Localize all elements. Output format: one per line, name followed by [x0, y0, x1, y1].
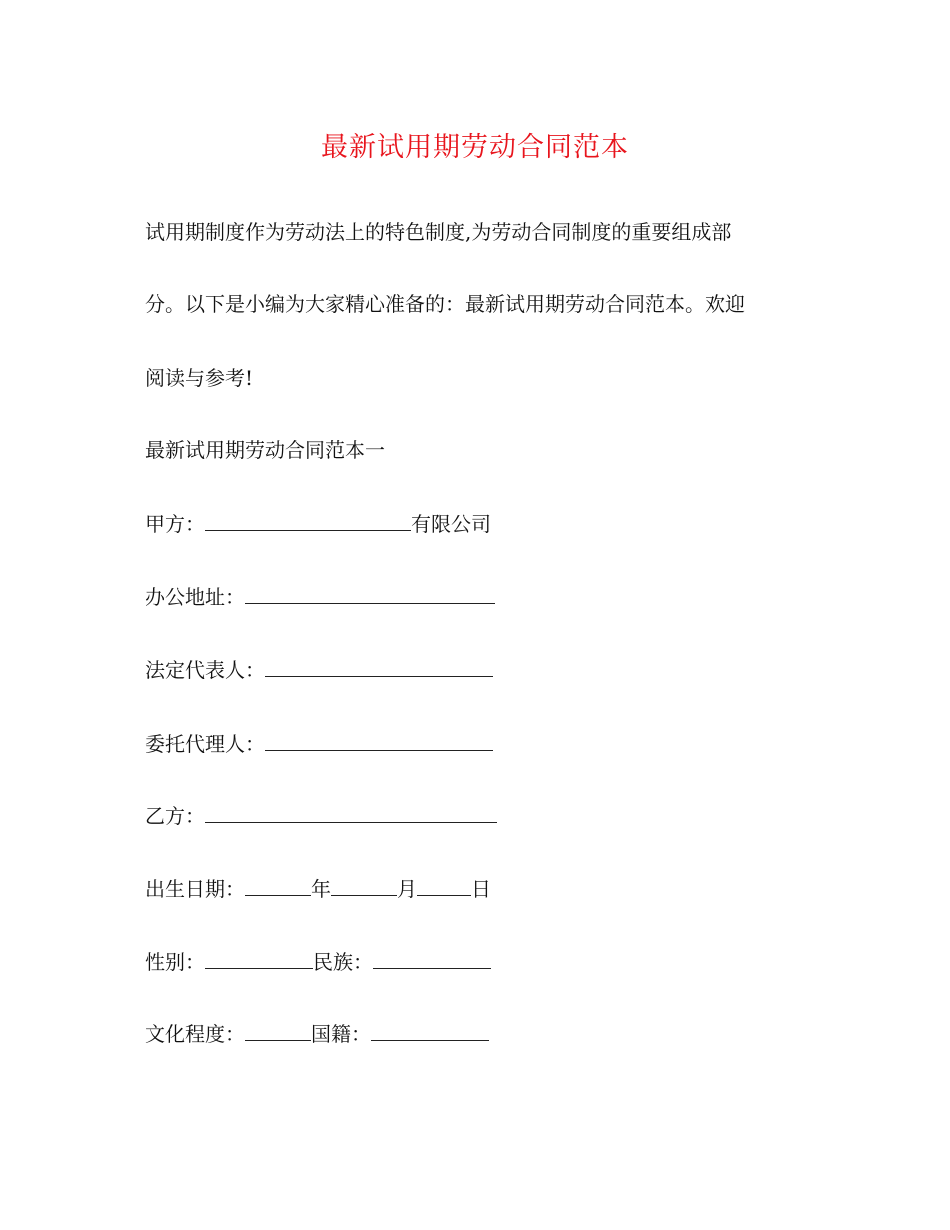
- ethnicity-blank: [373, 946, 491, 969]
- legal-rep-blank: [265, 654, 493, 677]
- legal-rep-row: [145, 652, 805, 688]
- office-address-blank: [245, 581, 495, 604]
- gender-blank: [205, 946, 313, 969]
- party-b-row: [145, 798, 805, 834]
- year-label: 年: [311, 877, 331, 901]
- gender-label: 性别：: [145, 950, 205, 974]
- intro-line-2: 分。以下是小编为大家精心准备的：最新试用期劳动合同范本。欢迎: [145, 292, 745, 316]
- party-a-suffix: 有限公司: [411, 512, 491, 536]
- party-b-label: 乙方：: [145, 804, 205, 828]
- agent-row: [145, 726, 805, 762]
- birth-date-label: 出生日期：: [145, 877, 245, 901]
- birth-day-blank: [417, 873, 471, 896]
- nationality-blank: [371, 1018, 489, 1041]
- birth-year-blank: [245, 873, 311, 896]
- intro-line-1: 试用期制度作为劳动法上的特色制度,为劳动合同制度的重要组成部: [145, 220, 732, 244]
- month-label: 月: [397, 877, 417, 901]
- agent-label: 委托代理人：: [145, 732, 265, 756]
- education-blank: [245, 1018, 311, 1041]
- birth-date-row: [145, 871, 805, 907]
- nationality-label: 国籍：: [311, 1022, 371, 1046]
- office-address-label: 办公地址：: [145, 585, 245, 609]
- birth-month-blank: [331, 873, 397, 896]
- party-a-row: [145, 506, 805, 542]
- party-a-blank: [205, 508, 411, 531]
- agent-blank: [265, 728, 493, 751]
- education-label: 文化程度：: [145, 1022, 245, 1046]
- education-nationality-row: [145, 1016, 805, 1052]
- gender-ethnicity-row: [145, 944, 805, 980]
- document-title: 最新试用期劳动合同范本: [321, 132, 629, 163]
- intro-line-3: 阅读与参考!: [145, 366, 254, 390]
- legal-rep-label: 法定代表人：: [145, 658, 265, 682]
- office-address-row: [145, 579, 805, 615]
- ethnicity-label: 民族：: [313, 950, 373, 974]
- day-label: 日: [471, 877, 491, 901]
- party-b-blank: [205, 800, 497, 823]
- party-a-label: 甲方：: [145, 512, 205, 536]
- section-heading: 最新试用期劳动合同范本一: [145, 438, 385, 462]
